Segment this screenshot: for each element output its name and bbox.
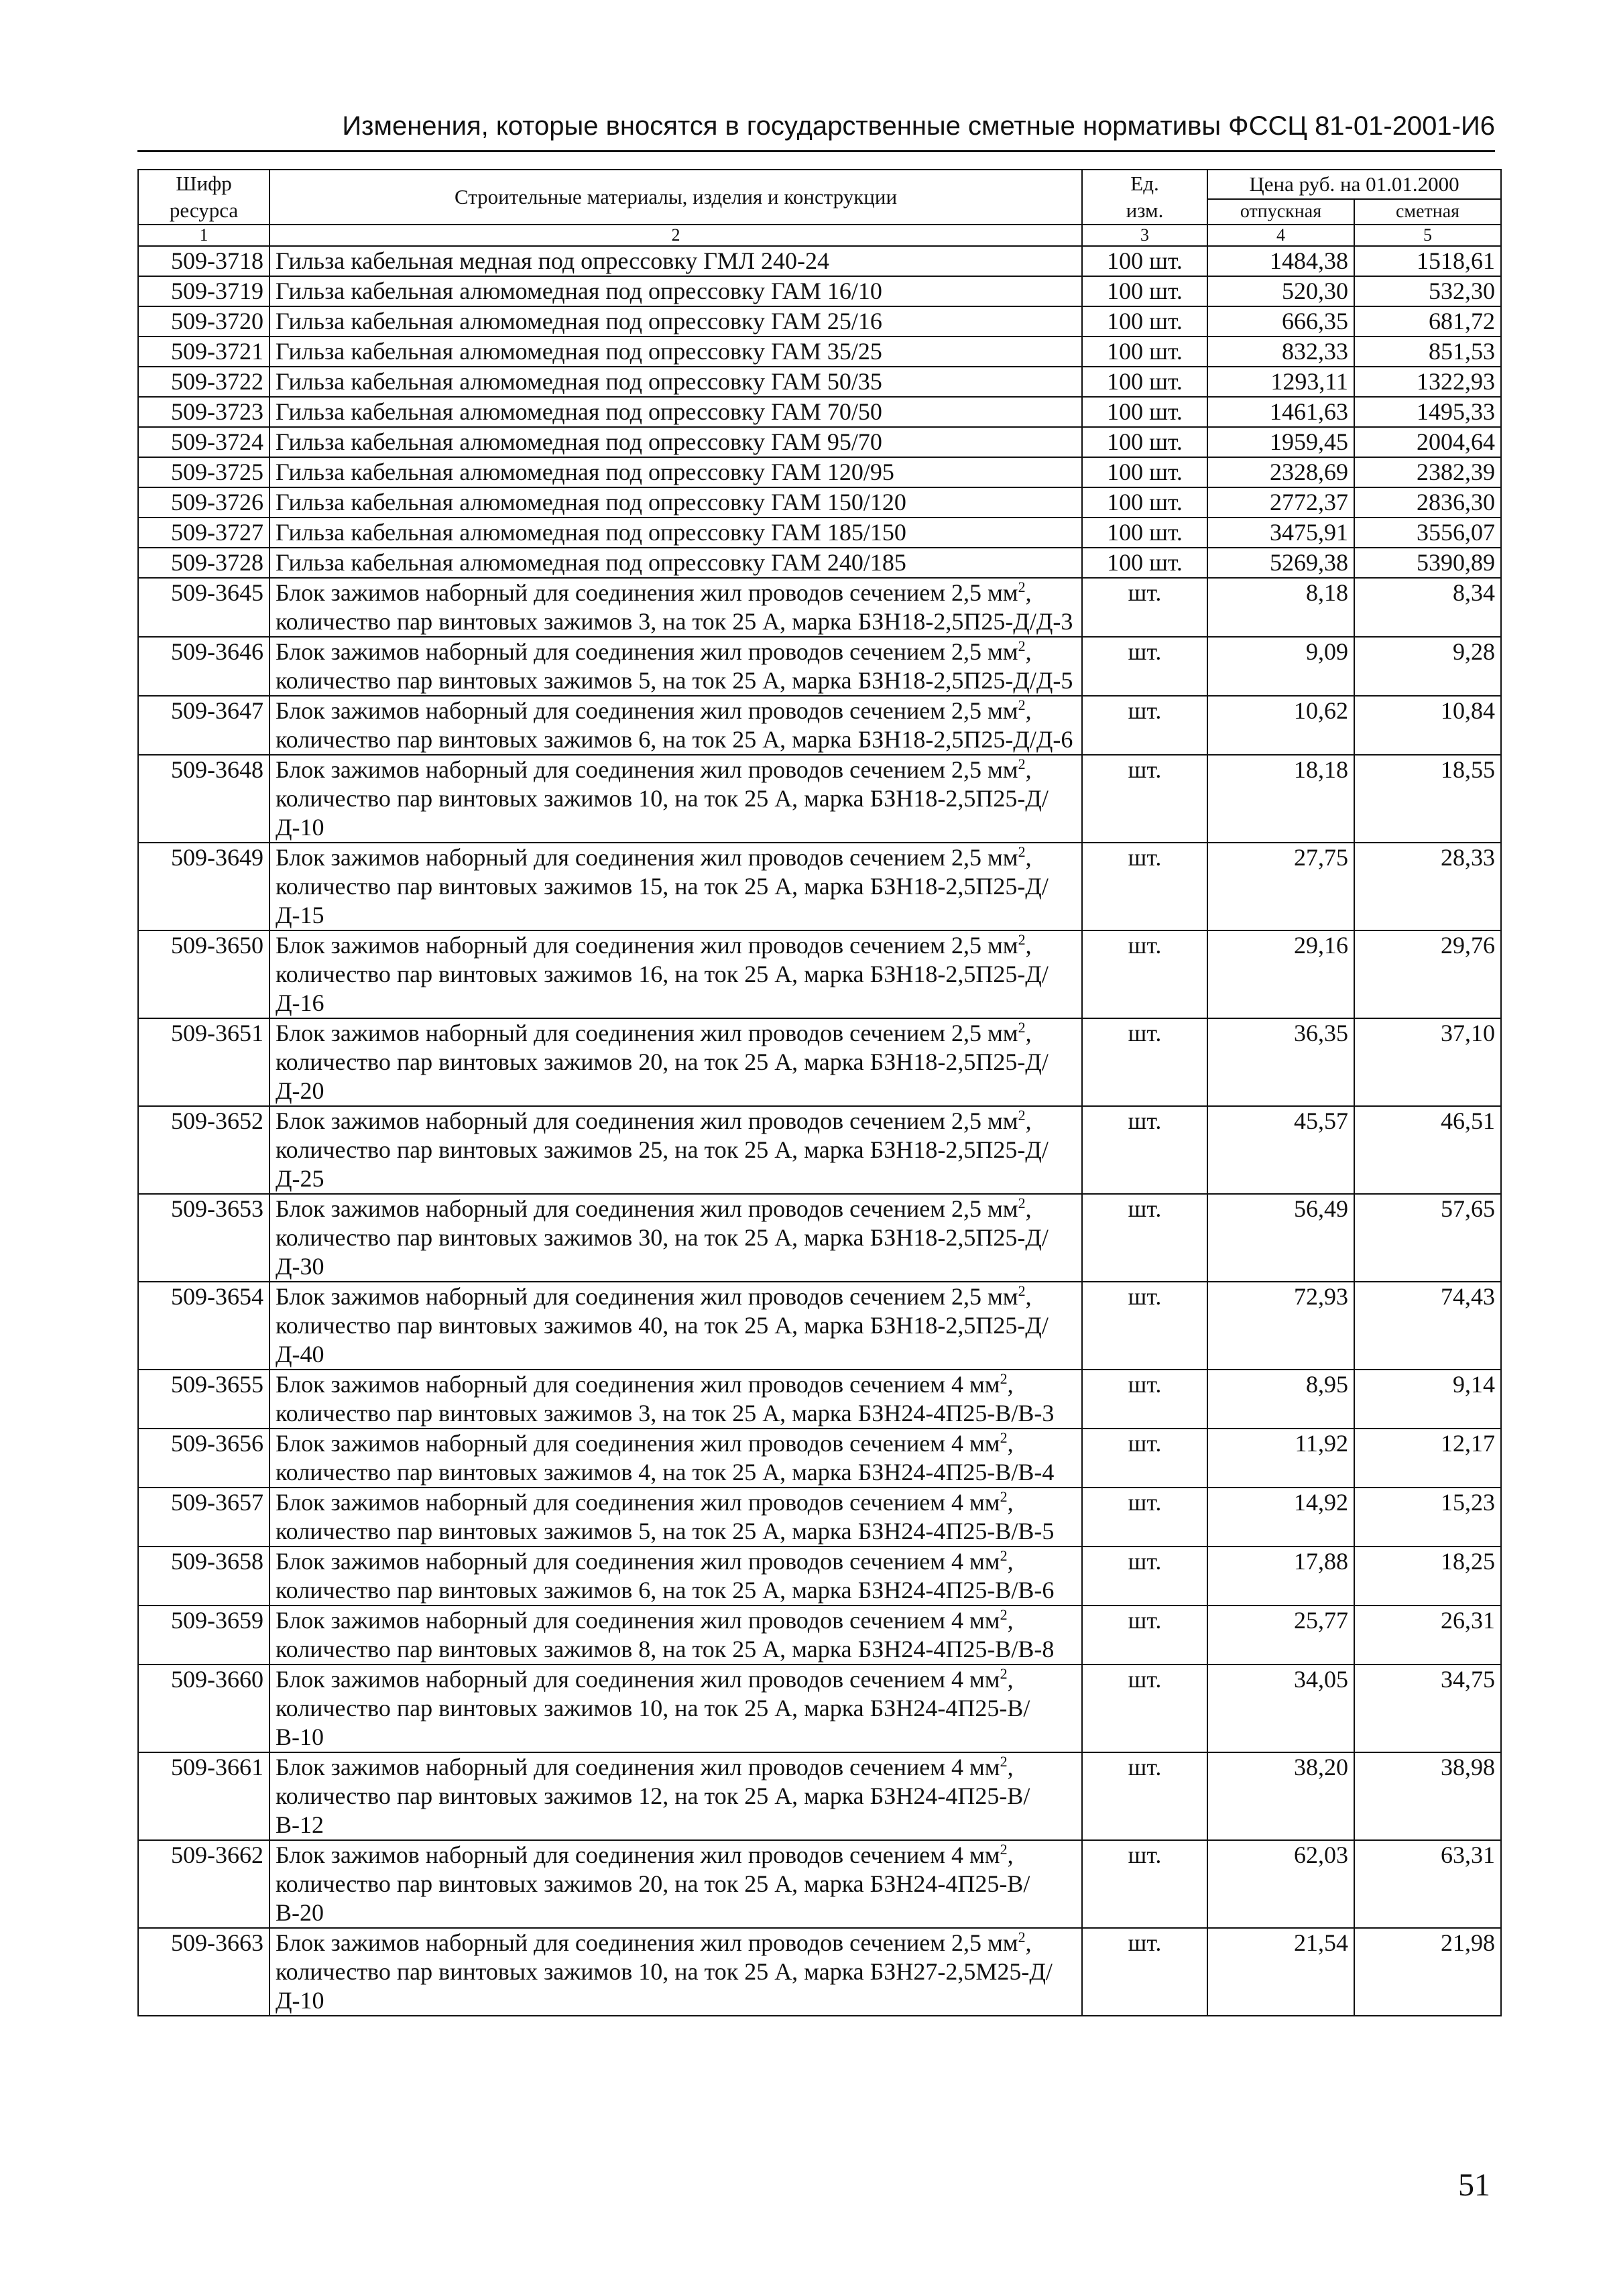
material-name-cell: Гильза кабельная алюмомедная под опрессовку ГАМ 240/185 — [270, 548, 1082, 578]
column-number: 5 — [1354, 225, 1501, 246]
estimate-price-cell: 9,14 — [1354, 1370, 1501, 1429]
table-row — [138, 487, 1501, 518]
header-unit-line1: Ед. — [1130, 172, 1159, 195]
estimate-price-cell: 851,53 — [1354, 337, 1501, 367]
unit-cell: шт. — [1082, 1370, 1207, 1429]
estimate-price-cell: 21,98 — [1354, 1928, 1501, 2016]
material-name-cell: Гильза кабельная алюмомедная под опрессовку ГАМ 120/95 — [270, 457, 1082, 487]
header-price-estimate: сметная — [1354, 199, 1501, 225]
table-row — [138, 276, 1501, 306]
release-price-cell: 45,57 — [1207, 1106, 1354, 1194]
estimate-price-cell: 34,75 — [1354, 1665, 1501, 1752]
material-name-cell: Блок зажимов наборный для соединения жил проводов сечением 4 $мм^2$, количество пар винтовых зажимов 8, на ток 25 А, марка БЗН24-4П25-В/В-8 — [270, 1606, 1082, 1665]
material-name-cell: Блок зажимов наборный для соединения жил проводов сечением 2,5 $мм^2$, количество пар винтовых зажимов 40, на ток 25 А, марка БЗН18-2,5П25-Д/Д-40 — [270, 1282, 1082, 1370]
unit-cell: шт. — [1082, 1928, 1207, 2016]
header-price-group: Цена руб. на 01.01.2000 — [1207, 170, 1501, 199]
material-name-cell: Блок зажимов наборный для соединения жил проводов сечением 2,5 $мм^2$, количество пар винтовых зажимов 25, на ток 25 А, марка БЗН18-2,5П25-Д/Д-25 — [270, 1106, 1082, 1194]
material-name-cell: Гильза кабельная алюмомедная под опрессовку ГАМ 50/35 — [270, 367, 1082, 397]
material-name-cell: Гильза кабельная алюмомедная под опрессовку ГАМ 35/25 — [270, 337, 1082, 367]
column-number: 1 — [138, 225, 270, 246]
resource-code-cell: 509-3728 — [138, 548, 270, 578]
unit-cell: шт. — [1082, 578, 1207, 637]
unit-cell: шт. — [1082, 1429, 1207, 1488]
material-name-cell: Гильза кабельная алюмомедная под опрессовку ГАМ 95/70 — [270, 427, 1082, 457]
table-row — [138, 457, 1501, 487]
resource-code-cell: 509-3648 — [138, 755, 270, 843]
header-price-release: отпускная — [1207, 199, 1354, 225]
unit-cell: 100 шт. — [1082, 397, 1207, 427]
resource-code-cell: 509-3725 — [138, 457, 270, 487]
table-row — [138, 397, 1501, 427]
unit-cell: шт. — [1082, 1282, 1207, 1370]
resource-code-cell: 509-3659 — [138, 1606, 270, 1665]
table-row — [138, 930, 1501, 1018]
estimate-price-cell: 9,28 — [1354, 637, 1501, 696]
estimate-price-cell: 10,84 — [1354, 696, 1501, 755]
estimate-price-cell: 15,23 — [1354, 1488, 1501, 1547]
table-row — [138, 1606, 1501, 1665]
release-price-cell: 56,49 — [1207, 1194, 1354, 1282]
unit-cell: 100 шт. — [1082, 518, 1207, 548]
table-row — [138, 427, 1501, 457]
material-name-cell: Блок зажимов наборный для соединения жил проводов сечением 2,5 $мм^2$, количество пар винтовых зажимов 15, на ток 25 А, марка БЗН18-2,5П25-Д/Д-15 — [270, 843, 1082, 930]
release-price-cell: 62,03 — [1207, 1840, 1354, 1928]
unit-cell: 100 шт. — [1082, 367, 1207, 397]
release-price-cell: 8,95 — [1207, 1370, 1354, 1429]
header-code-line1: Шифр — [176, 172, 232, 195]
material-name-cell: Блок зажимов наборный для соединения жил проводов сечением 4 $мм^2$, количество пар винтовых зажимов 10, на ток 25 А, марка БЗН24-4П25-В/В-10 — [270, 1665, 1082, 1752]
unit-cell: шт. — [1082, 637, 1207, 696]
release-price-cell: 5269,38 — [1207, 548, 1354, 578]
release-price-cell: 18,18 — [1207, 755, 1354, 843]
table-row — [138, 1488, 1501, 1547]
estimate-price-cell: 1495,33 — [1354, 397, 1501, 427]
estimate-price-cell: 12,17 — [1354, 1429, 1501, 1488]
resource-code-cell: 509-3656 — [138, 1429, 270, 1488]
unit-cell: шт. — [1082, 1106, 1207, 1194]
release-price-cell: 2328,69 — [1207, 457, 1354, 487]
release-price-cell: 21,54 — [1207, 1928, 1354, 2016]
estimate-price-cell: 1322,93 — [1354, 367, 1501, 397]
table-row — [138, 1429, 1501, 1488]
unit-cell: шт. — [1082, 930, 1207, 1018]
unit-cell: шт. — [1082, 1194, 1207, 1282]
unit-cell: 100 шт. — [1082, 306, 1207, 337]
table-body — [138, 246, 1501, 2016]
material-name-cell: Блок зажимов наборный для соединения жил проводов сечением 4 $мм^2$, количество пар винтовых зажимов 5, на ток 25 А, марка БЗН24-4П25-В/В-5 — [270, 1488, 1082, 1547]
release-price-cell: 520,30 — [1207, 276, 1354, 306]
release-price-cell: 36,35 — [1207, 1018, 1354, 1106]
resource-code-cell: 509-3663 — [138, 1928, 270, 2016]
header-unit — [1082, 170, 1207, 225]
material-name-cell: Блок зажимов наборный для соединения жил проводов сечением 2,5 $мм^2$, количество пар винтовых зажимов 30, на ток 25 А, марка БЗН18-2,5П25-Д/Д-30 — [270, 1194, 1082, 1282]
material-name-cell: Гильза кабельная алюмомедная под опрессовку ГАМ 150/120 — [270, 487, 1082, 518]
release-price-cell: 25,77 — [1207, 1606, 1354, 1665]
column-number-row — [138, 225, 1501, 246]
unit-cell: 100 шт. — [1082, 427, 1207, 457]
table-row — [138, 518, 1501, 548]
resource-code-cell: 509-3723 — [138, 397, 270, 427]
release-price-cell: 3475,91 — [1207, 518, 1354, 548]
material-name-cell: Гильза кабельная алюмомедная под опрессовку ГАМ 185/150 — [270, 518, 1082, 548]
unit-cell: шт. — [1082, 1606, 1207, 1665]
table-row — [138, 1370, 1501, 1429]
estimate-price-cell: 57,65 — [1354, 1194, 1501, 1282]
header-unit-line2: изм. — [1126, 198, 1164, 222]
material-name-cell: Гильза кабельная медная под опрессовку ГМЛ 240-24 — [270, 246, 1082, 276]
material-name-cell: Блок зажимов наборный для соединения жил проводов сечением 2,5 $мм^2$, количество пар винтовых зажимов 10, на ток 25 А, марка БЗН18-2,5П25-Д/Д-10 — [270, 755, 1082, 843]
estimate-price-cell: 74,43 — [1354, 1282, 1501, 1370]
resource-code-cell: 509-3727 — [138, 518, 270, 548]
release-price-cell: 8,18 — [1207, 578, 1354, 637]
material-name-cell: Блок зажимов наборный для соединения жил проводов сечением 4 $мм^2$, количество пар винтовых зажимов 12, на ток 25 А, марка БЗН24-4П25-В/В-12 — [270, 1752, 1082, 1840]
unit-cell: шт. — [1082, 1752, 1207, 1840]
release-price-cell: 1484,38 — [1207, 246, 1354, 276]
estimate-price-cell: 37,10 — [1354, 1018, 1501, 1106]
resource-code-cell: 509-3651 — [138, 1018, 270, 1106]
estimate-price-cell: 46,51 — [1354, 1106, 1501, 1194]
unit-cell: шт. — [1082, 1665, 1207, 1752]
release-price-cell: 72,93 — [1207, 1282, 1354, 1370]
unit-cell: шт. — [1082, 755, 1207, 843]
header-name: Строительные материалы, изделия и конструкции — [270, 170, 1082, 225]
unit-cell: шт. — [1082, 1488, 1207, 1547]
resource-code-cell: 509-3657 — [138, 1488, 270, 1547]
resource-code-cell: 509-3647 — [138, 696, 270, 755]
page-number: 51 — [1458, 2167, 1490, 2203]
unit-cell: 100 шт. — [1082, 548, 1207, 578]
resource-code-cell: 509-3646 — [138, 637, 270, 696]
unit-cell: 100 шт. — [1082, 337, 1207, 367]
resource-code-cell: 509-3720 — [138, 306, 270, 337]
table-row — [138, 306, 1501, 337]
table-row — [138, 1840, 1501, 1928]
material-name-cell: Блок зажимов наборный для соединения жил проводов сечением 2,5 $мм^2$, количество пар винтовых зажимов 5, на ток 25 А, марка БЗН18-2,5П25-Д/Д-5 — [270, 637, 1082, 696]
column-number: 2 — [270, 225, 1082, 246]
material-name-cell: Блок зажимов наборный для соединения жил проводов сечением 2,5 $мм^2$, количество пар винтовых зажимов 20, на ток 25 А, марка БЗН18-2,5П25-Д/Д-20 — [270, 1018, 1082, 1106]
resource-code-cell: 509-3653 — [138, 1194, 270, 1282]
table-row — [138, 367, 1501, 397]
resource-code-cell: 509-3655 — [138, 1370, 270, 1429]
estimate-price-cell: 28,33 — [1354, 843, 1501, 930]
estimate-price-cell: 2382,39 — [1354, 457, 1501, 487]
material-name-cell: Гильза кабельная алюмомедная под опрессовку ГАМ 70/50 — [270, 397, 1082, 427]
material-name-cell: Блок зажимов наборный для соединения жил проводов сечением 2,5 $мм^2$, количество пар винтовых зажимов 3, на ток 25 А, марка БЗН18-2,5П25-Д/Д-3 — [270, 578, 1082, 637]
unit-cell: шт. — [1082, 696, 1207, 755]
material-name-cell: Блок зажимов наборный для соединения жил проводов сечением 4 $мм^2$, количество пар винтовых зажимов 20, на ток 25 А, марка БЗН24-4П25-В/В-20 — [270, 1840, 1082, 1928]
table-row — [138, 1752, 1501, 1840]
release-price-cell: 17,88 — [1207, 1547, 1354, 1606]
release-price-cell: 27,75 — [1207, 843, 1354, 930]
release-price-cell: 34,05 — [1207, 1665, 1354, 1752]
resource-code-cell: 509-3649 — [138, 843, 270, 930]
material-name-cell: Блок зажимов наборный для соединения жил проводов сечением 2,5 $мм^2$, количество пар винтовых зажимов 16, на ток 25 А, марка БЗН18-2,5П25-Д/Д-16 — [270, 930, 1082, 1018]
resource-code-cell: 509-3660 — [138, 1665, 270, 1752]
resource-code-cell: 509-3652 — [138, 1106, 270, 1194]
unit-cell: шт. — [1082, 843, 1207, 930]
release-price-cell: 10,62 — [1207, 696, 1354, 755]
table-row — [138, 843, 1501, 930]
table-row — [138, 1282, 1501, 1370]
table-row — [138, 578, 1501, 637]
unit-cell: шт. — [1082, 1018, 1207, 1106]
estimate-price-cell: 681,72 — [1354, 306, 1501, 337]
estimate-price-cell: 29,76 — [1354, 930, 1501, 1018]
release-price-cell: 9,09 — [1207, 637, 1354, 696]
resource-code-cell: 509-3724 — [138, 427, 270, 457]
release-price-cell: 29,16 — [1207, 930, 1354, 1018]
material-name-cell: Блок зажимов наборный для соединения жил проводов сечением 4 $мм^2$, количество пар винтовых зажимов 6, на ток 25 А, марка БЗН24-4П25-В/В-6 — [270, 1547, 1082, 1606]
release-price-cell: 666,35 — [1207, 306, 1354, 337]
material-name-cell: Блок зажимов наборный для соединения жил проводов сечением 4 $мм^2$, количество пар винтовых зажимов 4, на ток 25 А, марка БЗН24-4П25-В/В-4 — [270, 1429, 1082, 1488]
release-price-cell: 2772,37 — [1207, 487, 1354, 518]
table-row — [138, 246, 1501, 276]
release-price-cell: 832,33 — [1207, 337, 1354, 367]
resource-code-cell: 509-3722 — [138, 367, 270, 397]
table-row — [138, 548, 1501, 578]
table-row — [138, 337, 1501, 367]
unit-cell: 100 шт. — [1082, 457, 1207, 487]
table-row — [138, 1194, 1501, 1282]
resource-code-cell: 509-3719 — [138, 276, 270, 306]
material-name-cell: Блок зажимов наборный для соединения жил проводов сечением 2,5 $мм^2$, количество пар винтовых зажимов 6, на ток 25 А, марка БЗН18-2,5П25-Д/Д-6 — [270, 696, 1082, 755]
resource-code-cell: 509-3658 — [138, 1547, 270, 1606]
estimate-price-cell: 5390,89 — [1354, 548, 1501, 578]
release-price-cell: 38,20 — [1207, 1752, 1354, 1840]
resource-code-cell: 509-3661 — [138, 1752, 270, 1840]
header-code-line2: ресурса — [169, 198, 239, 222]
resource-code-cell: 509-3721 — [138, 337, 270, 367]
estimate-price-cell: 26,31 — [1354, 1606, 1501, 1665]
table-header-row — [138, 170, 1501, 199]
estimate-price-cell: 3556,07 — [1354, 518, 1501, 548]
table-row — [138, 637, 1501, 696]
estimate-price-cell: 63,31 — [1354, 1840, 1501, 1928]
estimate-price-cell: 2004,64 — [1354, 427, 1501, 457]
table-row — [138, 1547, 1501, 1606]
release-price-cell: 1293,11 — [1207, 367, 1354, 397]
resource-code-cell: 509-3650 — [138, 930, 270, 1018]
table-row — [138, 755, 1501, 843]
resource-code-cell: 509-3718 — [138, 246, 270, 276]
material-name-cell: Гильза кабельная алюмомедная под опрессовку ГАМ 25/16 — [270, 306, 1082, 337]
header-code — [138, 170, 270, 225]
release-price-cell: 1461,63 — [1207, 397, 1354, 427]
estimate-price-cell: 18,55 — [1354, 755, 1501, 843]
resource-code-cell: 509-3645 — [138, 578, 270, 637]
resource-code-cell: 509-3726 — [138, 487, 270, 518]
unit-cell: шт. — [1082, 1840, 1207, 1928]
unit-cell: шт. — [1082, 1547, 1207, 1606]
estimate-price-cell: 18,25 — [1354, 1547, 1501, 1606]
materials-price-table — [137, 169, 1502, 2016]
material-name-cell: Блок зажимов наборный для соединения жил проводов сечением 2,5 $мм^2$, количество пар винтовых зажимов 10, на ток 25 А, марка БЗН27-2,5М25-Д/Д-10 — [270, 1928, 1082, 2016]
column-number: 4 — [1207, 225, 1354, 246]
release-price-cell: 11,92 — [1207, 1429, 1354, 1488]
resource-code-cell: 509-3654 — [138, 1282, 270, 1370]
estimate-price-cell: 1518,61 — [1354, 246, 1501, 276]
table-row — [138, 1018, 1501, 1106]
table-row — [138, 1106, 1501, 1194]
release-price-cell: 14,92 — [1207, 1488, 1354, 1547]
release-price-cell: 1959,45 — [1207, 427, 1354, 457]
table-row — [138, 1665, 1501, 1752]
estimate-price-cell: 532,30 — [1354, 276, 1501, 306]
resource-code-cell: 509-3662 — [138, 1840, 270, 1928]
unit-cell: 100 шт. — [1082, 487, 1207, 518]
estimate-price-cell: 2836,30 — [1354, 487, 1501, 518]
unit-cell: 100 шт. — [1082, 246, 1207, 276]
page-header-title: Изменения, которые вносятся в государственные сметные нормативы ФССЦ 81-01-2001-И6 — [137, 107, 1495, 152]
unit-cell: 100 шт. — [1082, 276, 1207, 306]
table-row — [138, 696, 1501, 755]
column-number: 3 — [1082, 225, 1207, 246]
estimate-price-cell: 8,34 — [1354, 578, 1501, 637]
material-name-cell: Блок зажимов наборный для соединения жил проводов сечением 4 $мм^2$, количество пар винтовых зажимов 3, на ток 25 А, марка БЗН24-4П25-В/В-3 — [270, 1370, 1082, 1429]
table-row — [138, 1928, 1501, 2016]
estimate-price-cell: 38,98 — [1354, 1752, 1501, 1840]
material-name-cell: Гильза кабельная алюмомедная под опрессовку ГАМ 16/10 — [270, 276, 1082, 306]
